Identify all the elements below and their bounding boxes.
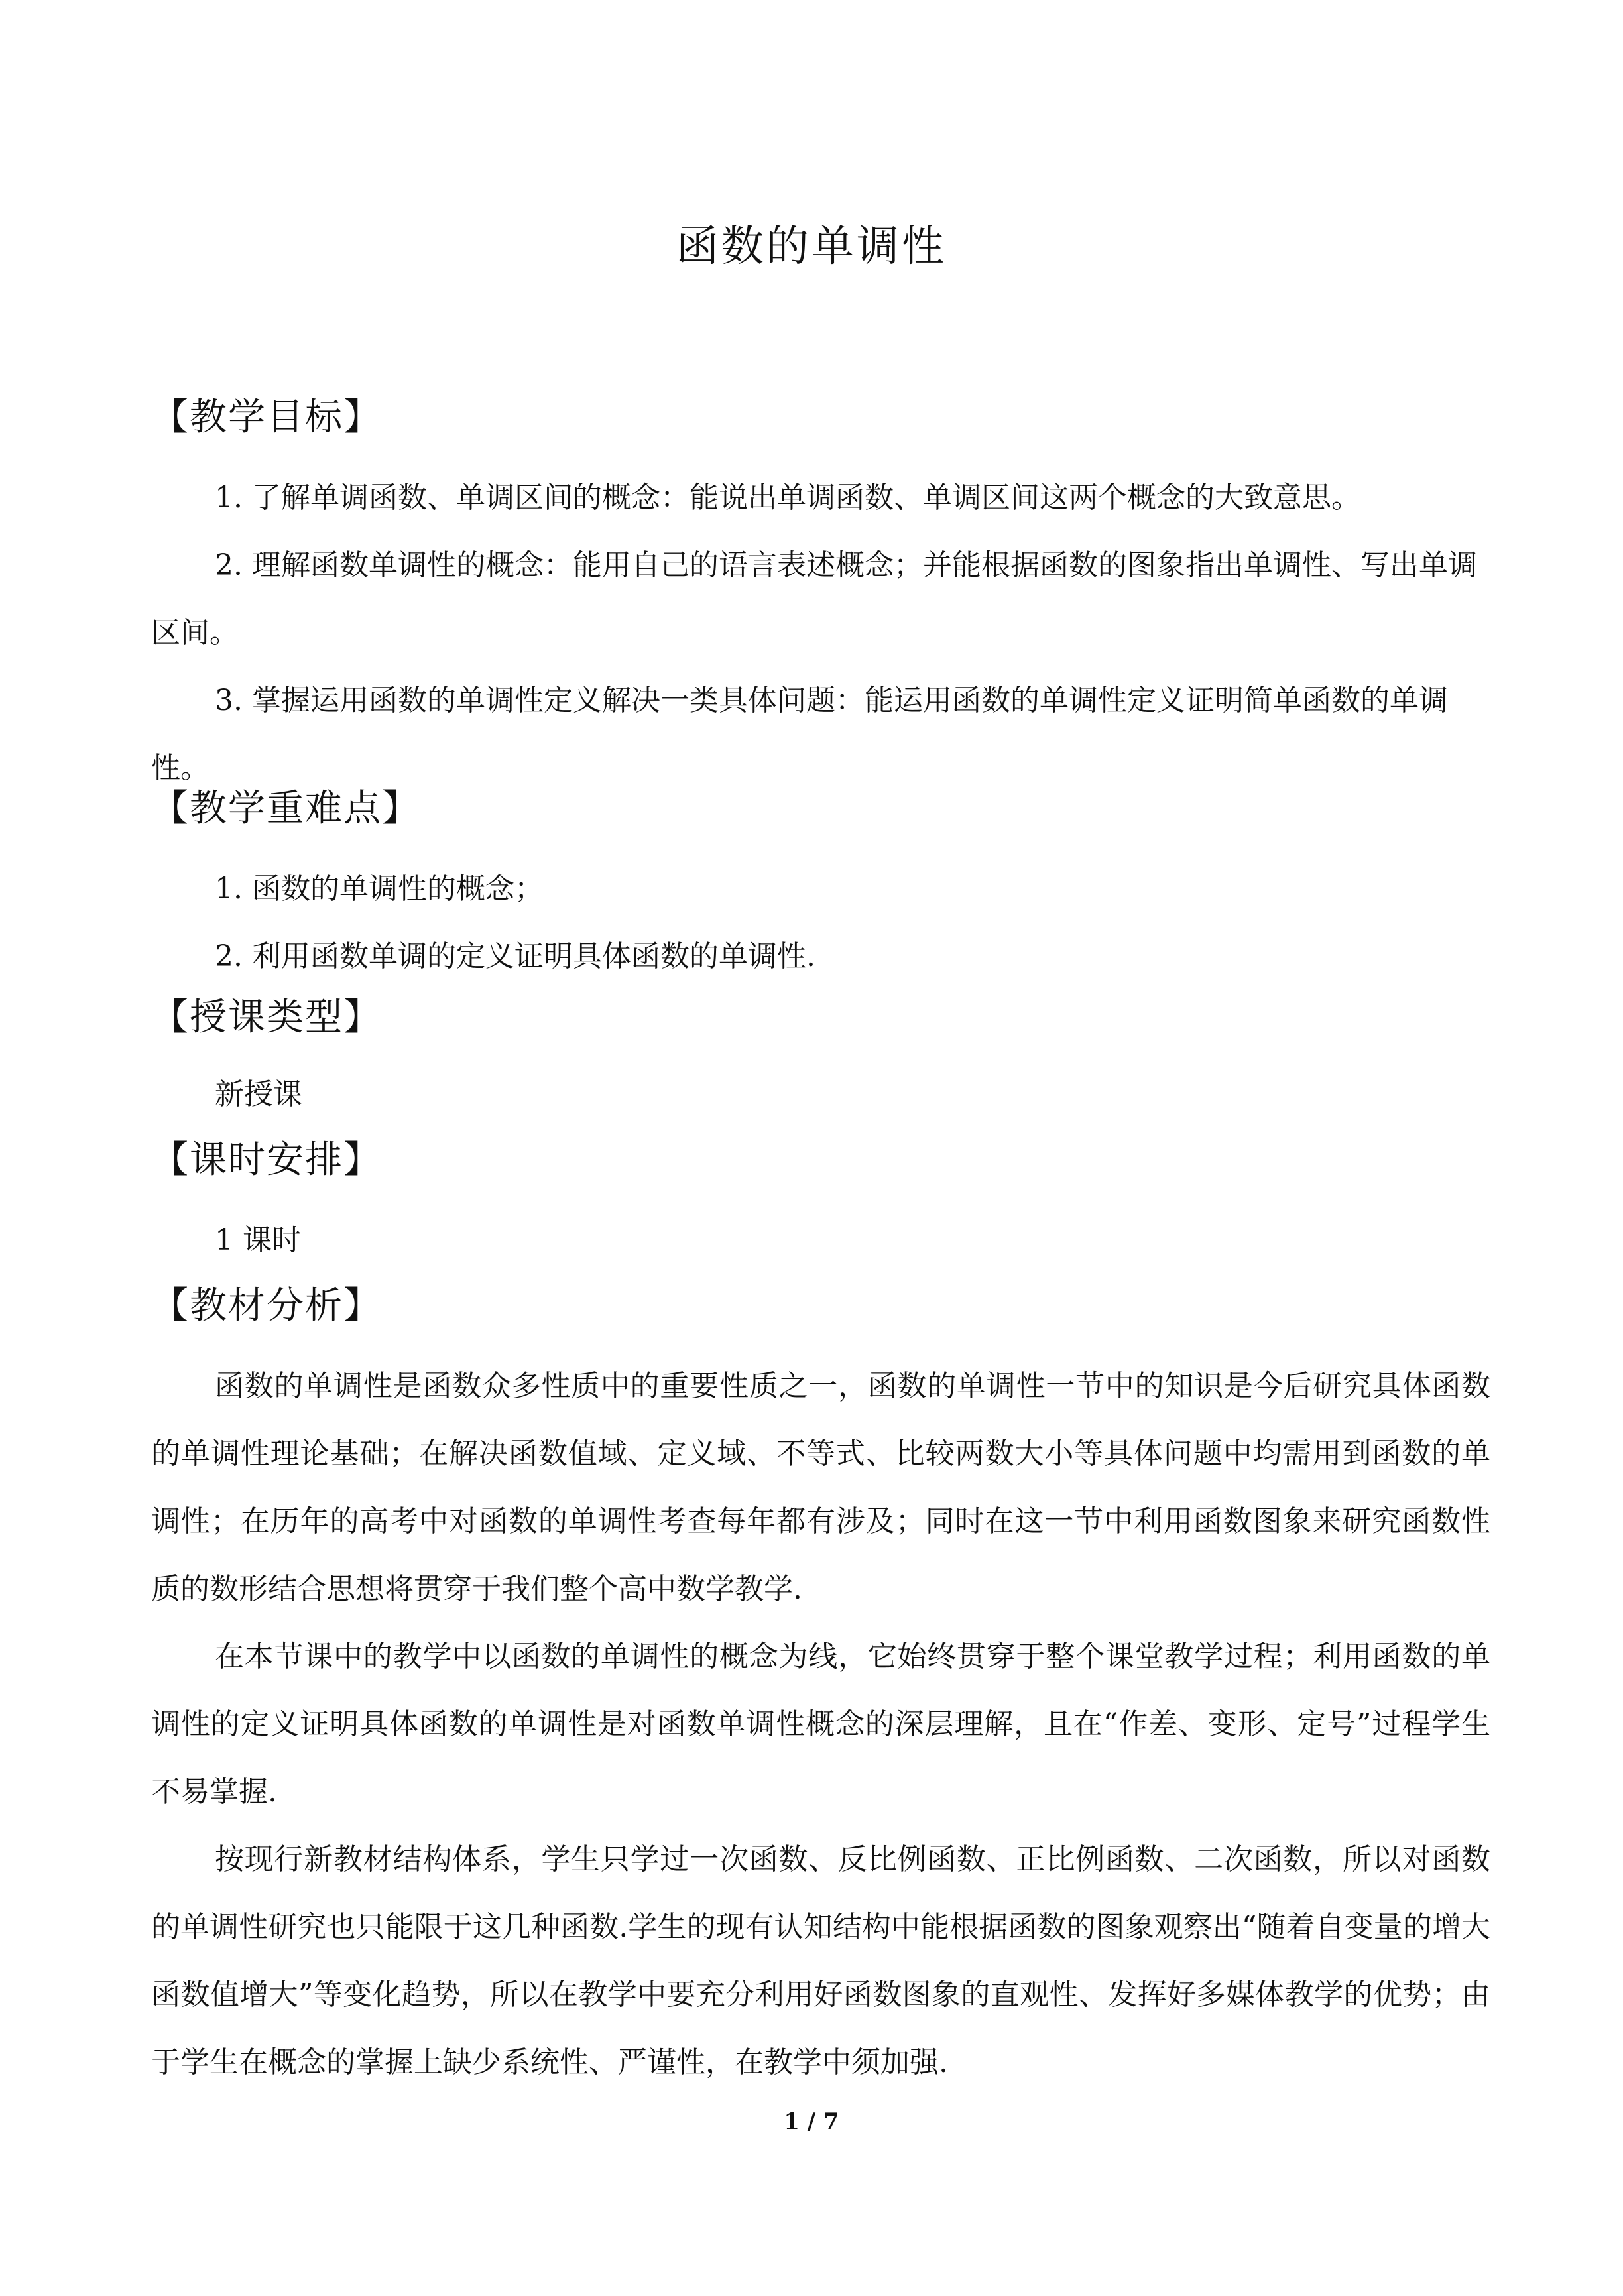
heading-lesson-type: 【授课类型】 bbox=[151, 996, 382, 1039]
key-point-item-2: 2. 利用函数单调的定义证明具体函数的单调性. bbox=[215, 939, 815, 973]
heading-key-points: 【教学重难点】 bbox=[151, 787, 420, 830]
objective-item-2: 2. 理解函数单调性的概念：能用自己的语言表述概念；并能根据函数的图象指出单调性、写出单调区间。 bbox=[151, 548, 1477, 650]
key-point-item-1: 1. 函数的单调性的概念； bbox=[215, 872, 544, 906]
analysis-paragraph-3: 按现行新教材结构体系，学生只学过一次函数、反比例函数、正比例函数、二次函数，所以对函数的单调性研究也只能限于这几种函数.学生的现有认知结构中能根据函数的图象观察出“随着自变量的增大函数值增大”等变化趋势，所以在教学中要充分利用好函数图象的直观性、发挥好多媒体教学的优势；由于学生在概念的掌握上缺少系统性、严谨性，在教学中须加强. bbox=[151, 1843, 1490, 2079]
analysis-paragraph-1: 函数的单调性是函数众多性质中的重要性质之一，函数的单调性一节中的知识是今后研究具体函数的单调性理论基础；在解决函数值域、定义域、不等式、比较两数大小等具体问题中均需用到函数的单调性；在历年的高考中对函数的单调性考查每年都有涉及；同时在这一节中利用函数图象来研究函数性质的数形结合思想将贯穿于我们整个高中数学教学. bbox=[151, 1369, 1490, 1606]
page-number: 1 / 7 bbox=[784, 2108, 839, 2135]
objective-item-3: 3. 掌握运用函数的单调性定义解决一类具体问题：能运用函数的单调性定义证明简单函数的单调性。 bbox=[151, 684, 1448, 785]
heading-schedule: 【课时安排】 bbox=[151, 1138, 382, 1181]
heading-objectives: 【教学目标】 bbox=[151, 396, 382, 439]
lesson-type-text: 新授课 bbox=[215, 1077, 302, 1111]
heading-analysis: 【教材分析】 bbox=[151, 1284, 382, 1327]
analysis-paragraph-2: 在本节课中的教学中以函数的单调性的概念为线，它始终贯穿于整个课堂教学过程；利用函数的单调性的定义证明具体函数的单调性是对函数单调性概念的深层理解，且在“作差、变形、定号”过程学生不易掌握. bbox=[151, 1640, 1490, 1809]
page-title: 函数的单调性 bbox=[676, 222, 947, 271]
schedule-text: 1 课时 bbox=[215, 1223, 301, 1257]
objective-item-1: 1. 了解单调函数、单调区间的概念：能说出单调函数、单调区间这两个概念的大致意思。 bbox=[215, 481, 1360, 514]
